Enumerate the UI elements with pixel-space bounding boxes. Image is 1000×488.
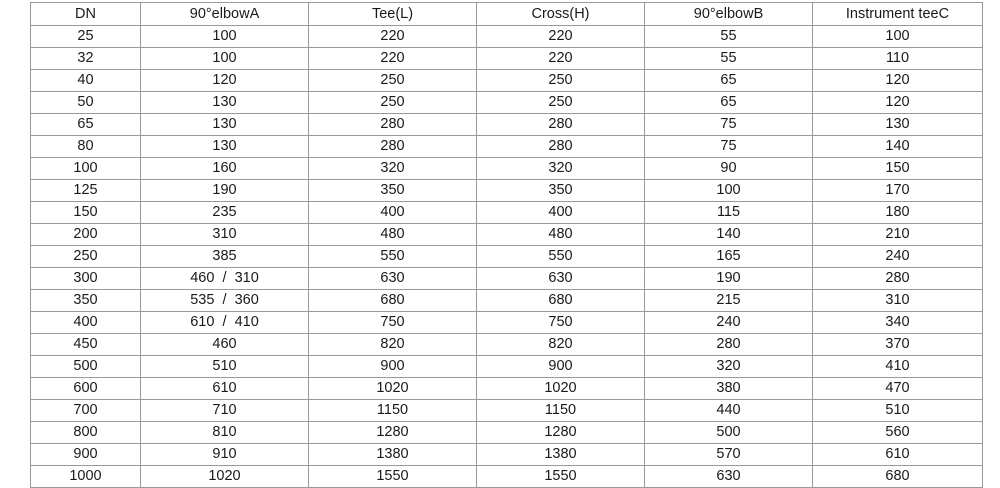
table-header <box>31 3 983 26</box>
cell-elbow-b: 90 <box>645 158 813 180</box>
cell-elbow-a: 810 <box>141 422 309 444</box>
column-header-elbow-b: 90°elbowB <box>645 3 813 26</box>
cell-dn: 350 <box>31 290 141 312</box>
cell-tee-l: 480 <box>309 224 477 246</box>
cell-tee-l: 350 <box>309 180 477 202</box>
table-header-row <box>31 3 983 26</box>
cell-instrument-tee-c: 560 <box>813 422 983 444</box>
cell-cross-h: 820 <box>477 334 645 356</box>
table-row <box>31 268 983 290</box>
cell-dn: 50 <box>31 92 141 114</box>
cell-cross-h: 250 <box>477 92 645 114</box>
cell-cross-h: 220 <box>477 48 645 70</box>
cell-elbow-a: 910 <box>141 444 309 466</box>
cell-dn: 150 <box>31 202 141 224</box>
cell-elbow-a: 130 <box>141 114 309 136</box>
cell-instrument-tee-c: 510 <box>813 400 983 422</box>
cell-elbow-b: 190 <box>645 268 813 290</box>
cell-dn: 450 <box>31 334 141 356</box>
cell-instrument-tee-c: 310 <box>813 290 983 312</box>
cell-instrument-tee-c: 130 <box>813 114 983 136</box>
cell-dn: 400 <box>31 312 141 334</box>
cell-elbow-a: 130 <box>141 92 309 114</box>
cell-elbow-b: 240 <box>645 312 813 334</box>
cell-elbow-b: 55 <box>645 26 813 48</box>
cell-elbow-b: 65 <box>645 70 813 92</box>
cell-cross-h: 1020 <box>477 378 645 400</box>
cell-cross-h: 1280 <box>477 422 645 444</box>
cell-elbow-a: 100 <box>141 48 309 70</box>
cell-elbow-a: 235 <box>141 202 309 224</box>
pipe-fitting-dimensions-table <box>30 2 983 488</box>
cell-dn: 200 <box>31 224 141 246</box>
cell-elbow-a: 460 <box>141 334 309 356</box>
cell-tee-l: 220 <box>309 26 477 48</box>
cell-cross-h: 550 <box>477 246 645 268</box>
table-row <box>31 246 983 268</box>
cell-instrument-tee-c: 280 <box>813 268 983 290</box>
cell-dn: 40 <box>31 70 141 92</box>
table-row <box>31 422 983 444</box>
table-row <box>31 136 983 158</box>
cell-dn: 32 <box>31 48 141 70</box>
cell-cross-h: 900 <box>477 356 645 378</box>
table-row <box>31 114 983 136</box>
table-row <box>31 312 983 334</box>
cell-tee-l: 550 <box>309 246 477 268</box>
cell-elbow-a: 510 <box>141 356 309 378</box>
cell-dn: 900 <box>31 444 141 466</box>
cell-tee-l: 750 <box>309 312 477 334</box>
cell-dn: 80 <box>31 136 141 158</box>
table-row <box>31 26 983 48</box>
cell-tee-l: 220 <box>309 48 477 70</box>
cell-elbow-b: 100 <box>645 180 813 202</box>
cell-instrument-tee-c: 100 <box>813 26 983 48</box>
cell-elbow-b: 500 <box>645 422 813 444</box>
table-row <box>31 356 983 378</box>
table-row <box>31 400 983 422</box>
cell-elbow-a: 385 <box>141 246 309 268</box>
cell-dn: 500 <box>31 356 141 378</box>
cell-tee-l: 400 <box>309 202 477 224</box>
cell-tee-l: 250 <box>309 70 477 92</box>
cell-elbow-b: 380 <box>645 378 813 400</box>
cell-dn: 25 <box>31 26 141 48</box>
cell-dn: 600 <box>31 378 141 400</box>
cell-elbow-a: 610 / 410 <box>141 312 309 334</box>
cell-dn: 100 <box>31 158 141 180</box>
cell-instrument-tee-c: 340 <box>813 312 983 334</box>
cell-elbow-a: 535 / 360 <box>141 290 309 312</box>
cell-instrument-tee-c: 120 <box>813 70 983 92</box>
cell-elbow-b: 65 <box>645 92 813 114</box>
cell-instrument-tee-c: 610 <box>813 444 983 466</box>
cell-elbow-a: 710 <box>141 400 309 422</box>
cell-elbow-b: 570 <box>645 444 813 466</box>
table-row <box>31 444 983 466</box>
cell-tee-l: 280 <box>309 136 477 158</box>
cell-tee-l: 1550 <box>309 466 477 488</box>
column-header-instrument-tee-c: Instrument teeC <box>813 3 983 26</box>
table-row <box>31 466 983 488</box>
table-row <box>31 70 983 92</box>
cell-cross-h: 220 <box>477 26 645 48</box>
cell-instrument-tee-c: 120 <box>813 92 983 114</box>
cell-instrument-tee-c: 680 <box>813 466 983 488</box>
cell-dn: 250 <box>31 246 141 268</box>
cell-elbow-b: 215 <box>645 290 813 312</box>
cell-elbow-a: 130 <box>141 136 309 158</box>
cell-cross-h: 750 <box>477 312 645 334</box>
table-row <box>31 378 983 400</box>
cell-instrument-tee-c: 150 <box>813 158 983 180</box>
cell-cross-h: 630 <box>477 268 645 290</box>
cell-tee-l: 680 <box>309 290 477 312</box>
table-body <box>31 26 983 488</box>
cell-cross-h: 280 <box>477 114 645 136</box>
cell-instrument-tee-c: 110 <box>813 48 983 70</box>
cell-elbow-a: 460 / 310 <box>141 268 309 290</box>
cell-tee-l: 1020 <box>309 378 477 400</box>
cell-instrument-tee-c: 180 <box>813 202 983 224</box>
cell-elbow-a: 610 <box>141 378 309 400</box>
cell-cross-h: 350 <box>477 180 645 202</box>
table-row <box>31 158 983 180</box>
cell-cross-h: 1550 <box>477 466 645 488</box>
cell-elbow-b: 75 <box>645 136 813 158</box>
cell-dn: 800 <box>31 422 141 444</box>
cell-cross-h: 680 <box>477 290 645 312</box>
cell-elbow-a: 100 <box>141 26 309 48</box>
cell-elbow-b: 115 <box>645 202 813 224</box>
cell-instrument-tee-c: 170 <box>813 180 983 202</box>
cell-cross-h: 250 <box>477 70 645 92</box>
table-row <box>31 290 983 312</box>
cell-cross-h: 400 <box>477 202 645 224</box>
cell-tee-l: 1380 <box>309 444 477 466</box>
column-header-tee-l: Tee(L) <box>309 3 477 26</box>
cell-instrument-tee-c: 210 <box>813 224 983 246</box>
cell-instrument-tee-c: 370 <box>813 334 983 356</box>
cell-elbow-b: 280 <box>645 334 813 356</box>
table-row <box>31 334 983 356</box>
cell-instrument-tee-c: 240 <box>813 246 983 268</box>
cell-instrument-tee-c: 410 <box>813 356 983 378</box>
cell-tee-l: 900 <box>309 356 477 378</box>
cell-elbow-b: 320 <box>645 356 813 378</box>
cell-elbow-a: 310 <box>141 224 309 246</box>
cell-elbow-b: 55 <box>645 48 813 70</box>
cell-elbow-a: 160 <box>141 158 309 180</box>
cell-dn: 125 <box>31 180 141 202</box>
cell-cross-h: 480 <box>477 224 645 246</box>
table-row <box>31 92 983 114</box>
cell-dn: 700 <box>31 400 141 422</box>
cell-elbow-a: 190 <box>141 180 309 202</box>
cell-elbow-a: 1020 <box>141 466 309 488</box>
cell-instrument-tee-c: 470 <box>813 378 983 400</box>
cell-tee-l: 250 <box>309 92 477 114</box>
cell-elbow-b: 75 <box>645 114 813 136</box>
table-row <box>31 48 983 70</box>
cell-tee-l: 1150 <box>309 400 477 422</box>
cell-elbow-a: 120 <box>141 70 309 92</box>
cell-tee-l: 630 <box>309 268 477 290</box>
cell-instrument-tee-c: 140 <box>813 136 983 158</box>
cell-elbow-b: 165 <box>645 246 813 268</box>
column-header-cross-h: Cross(H) <box>477 3 645 26</box>
cell-cross-h: 1150 <box>477 400 645 422</box>
cell-tee-l: 320 <box>309 158 477 180</box>
cell-cross-h: 320 <box>477 158 645 180</box>
cell-tee-l: 1280 <box>309 422 477 444</box>
table-row <box>31 180 983 202</box>
table-row <box>31 224 983 246</box>
cell-elbow-b: 630 <box>645 466 813 488</box>
cell-cross-h: 1380 <box>477 444 645 466</box>
cell-dn: 300 <box>31 268 141 290</box>
column-header-elbow-a: 90°elbowA <box>141 3 309 26</box>
cell-elbow-b: 440 <box>645 400 813 422</box>
cell-tee-l: 280 <box>309 114 477 136</box>
cell-elbow-b: 140 <box>645 224 813 246</box>
cell-dn: 65 <box>31 114 141 136</box>
table-row <box>31 202 983 224</box>
cell-cross-h: 280 <box>477 136 645 158</box>
column-header-dn: DN <box>31 3 141 26</box>
cell-tee-l: 820 <box>309 334 477 356</box>
cell-dn: 1000 <box>31 466 141 488</box>
